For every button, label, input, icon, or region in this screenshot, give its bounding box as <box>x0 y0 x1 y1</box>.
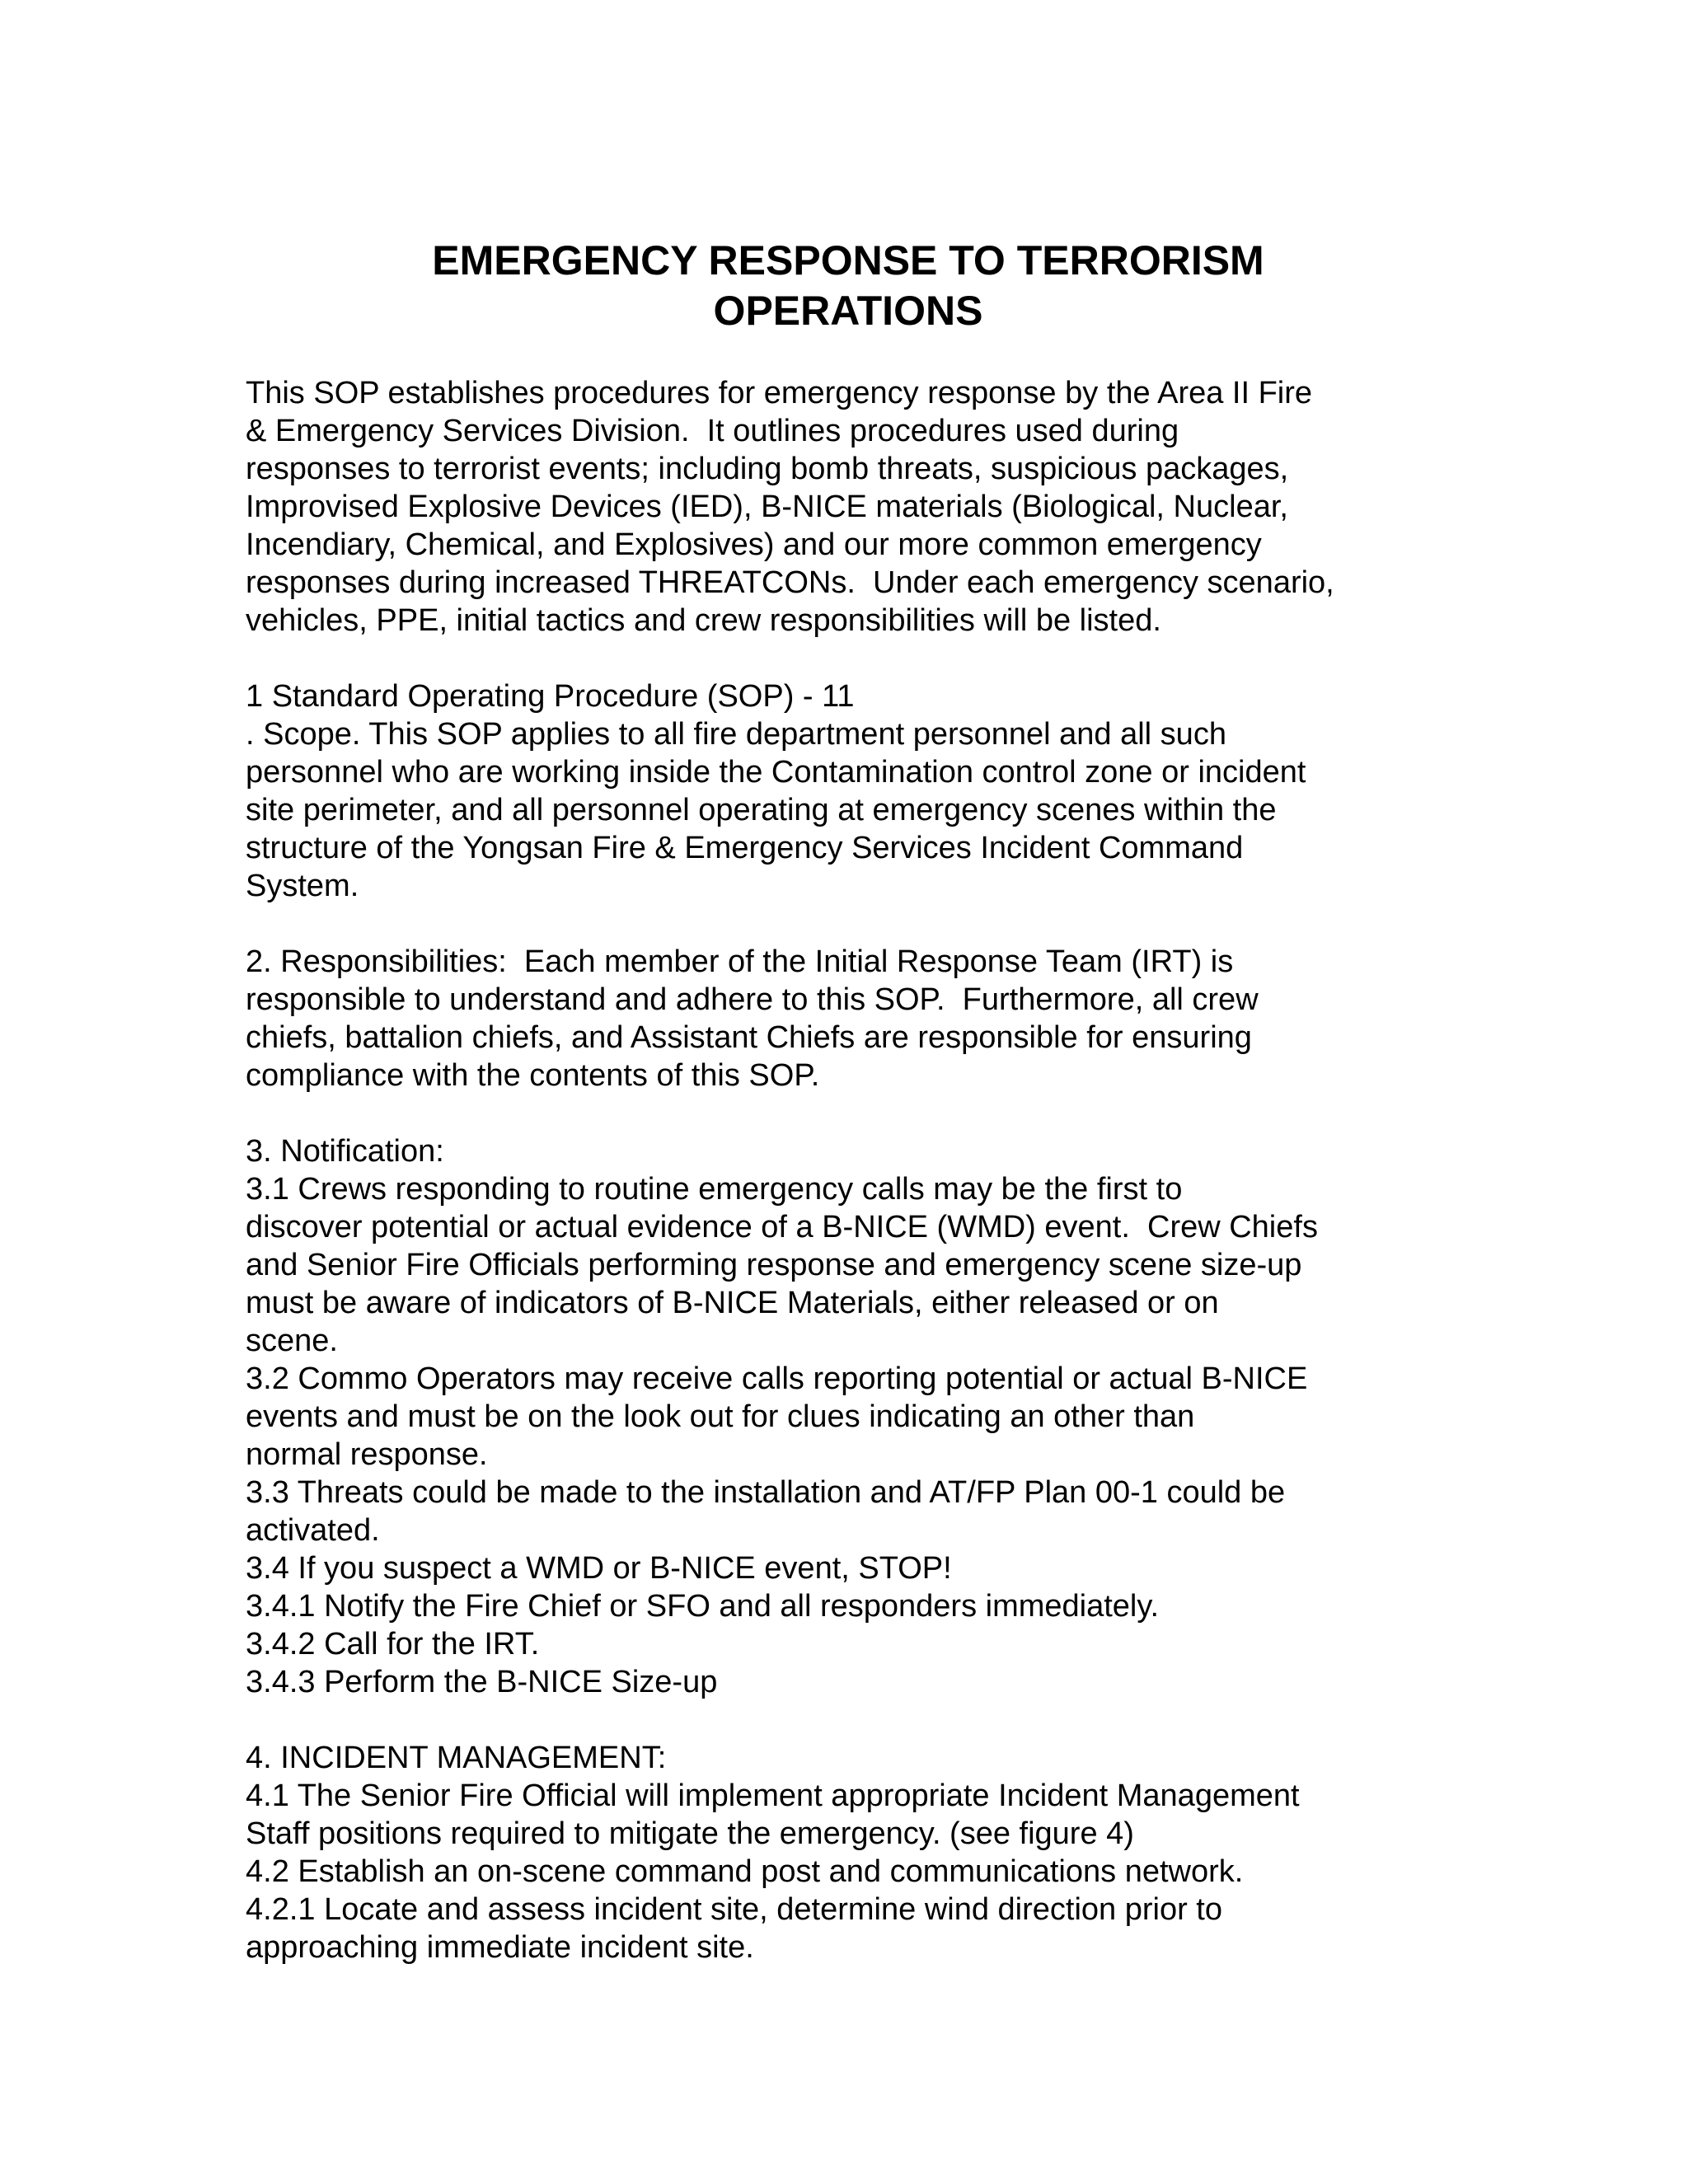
text-line: and Senior Fire Officials performing response and emergency scene size-up <box>246 1248 1302 1282</box>
notification-section <box>246 1132 1449 1701</box>
responsibilities-section <box>246 943 1449 1094</box>
text-line: 3.3 Threats could be made to the installation and AT/FP Plan 00-1 could be <box>246 1475 1286 1510</box>
text-line: System. <box>246 869 359 903</box>
text-line: 1 Standard Operating Procedure (SOP) - 11 <box>246 679 855 714</box>
text-line: 4. INCIDENT MANAGEMENT: <box>246 1741 667 1775</box>
text-line: 3.4.3 Perform the B-NICE Size-up <box>246 1665 718 1699</box>
text-line: 4.2 Establish an on-scene command post and communications network. <box>246 1854 1244 1889</box>
text-line: Improvised Explosive Devices (IED), B-NICE materials (Biological, Nuclear, <box>246 490 1288 524</box>
text-line: scene. <box>246 1324 338 1358</box>
text-line: responses during increased THREATCONs. Under each emergency scenario, <box>246 565 1334 600</box>
text-line: structure of the Yongsan Fire & Emergency Services Incident Command <box>246 831 1244 865</box>
scope-section <box>246 677 1449 905</box>
text-line: site perimeter, and all personnel operating at emergency scenes within the <box>246 793 1277 827</box>
text-line: events and must be on the look out for clues indicating an other than <box>246 1399 1195 1434</box>
document-page <box>246 236 1449 2004</box>
text-line: . Scope. This SOP applies to all fire department personnel and all such <box>246 717 1226 752</box>
text-line: discover potential or actual evidence of a B-NICE (WMD) event. Crew Chiefs <box>246 1210 1318 1244</box>
text-line: must be aware of indicators of B-NICE Materials, either released or on <box>246 1286 1219 1320</box>
document-title <box>246 236 1451 336</box>
text-line: 3.4 If you suspect a WMD or B-NICE event, STOP! <box>246 1551 952 1586</box>
text-line: Staff positions required to mitigate the emergency. (see figure 4) <box>246 1816 1134 1851</box>
text-line: 3.1 Crews responding to routine emergency calls may be the first to <box>246 1172 1183 1207</box>
text-line: chiefs, battalion chiefs, and Assistant Chiefs are responsible for ensuring <box>246 1020 1252 1055</box>
text-line: 2. Responsibilities: Each member of the Initial Response Team (IRT) is <box>246 944 1234 979</box>
text-line: 3. Notification: <box>246 1134 444 1169</box>
text-line: approaching immediate incident site. <box>246 1930 754 1965</box>
title-line-2: OPERATIONS <box>713 288 983 334</box>
text-line: 4.1 The Senior Fire Official will implement appropriate Incident Management <box>246 1779 1300 1813</box>
title-line-1: EMERGENCY RESPONSE TO TERRORISM <box>432 237 1264 284</box>
text-line: Incendiary, Chemical, and Explosives) and our more common emergency <box>246 527 1262 562</box>
text-line: normal response. <box>246 1437 488 1472</box>
text-line: This SOP establishes procedures for emergency response by the Area II Fire <box>246 376 1313 410</box>
incident-management-section <box>246 1739 1449 1966</box>
intro-paragraph <box>246 374 1449 640</box>
text-line: activated. <box>246 1513 380 1548</box>
text-line: compliance with the contents of this SOP. <box>246 1058 820 1093</box>
text-line: vehicles, PPE, initial tactics and crew responsibilities will be listed. <box>246 603 1161 638</box>
text-line: 3.4.1 Notify the Fire Chief or SFO and all responders immediately. <box>246 1589 1160 1624</box>
text-line: 4.2.1 Locate and assess incident site, determine wind direction prior to <box>246 1892 1222 1927</box>
text-line: 3.4.2 Call for the IRT. <box>246 1627 540 1661</box>
text-line: responsible to understand and adhere to this SOP. Furthermore, all crew <box>246 982 1259 1017</box>
text-line: responses to terrorist events; including bomb threats, suspicious packages, <box>246 452 1289 486</box>
text-line: 3.2 Commo Operators may receive calls reporting potential or actual B-NICE <box>246 1361 1308 1396</box>
text-line: personnel who are working inside the Contamination control zone or incident <box>246 755 1306 790</box>
text-line: & Emergency Services Division. It outlines procedures used during <box>246 414 1179 448</box>
